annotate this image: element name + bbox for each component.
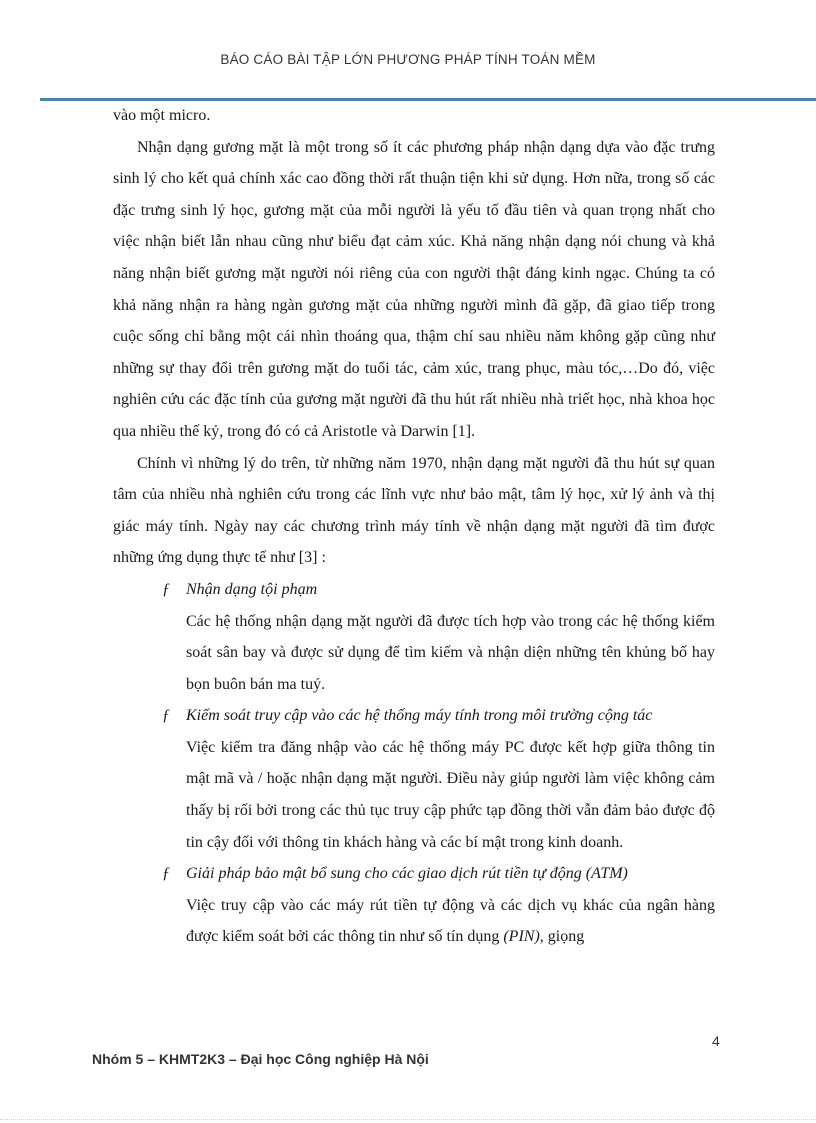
- bullet-marker-icon: ƒ: [162, 707, 170, 725]
- footer-dotted-divider: [0, 1119, 816, 1120]
- bullet-marker-icon: ƒ: [162, 865, 170, 883]
- bullet-body: Các hệ thống nhận dạng mặt người đã được tích hợp vào trong các hệ thống kiểm soát sân bay và được sử dụng để tìm kiếm và nhận diện những tên khủng bố hay bọn buôn bán ma tuý.: [186, 612, 715, 693]
- bullet-item-criminal-recognition: [113, 574, 715, 700]
- bullet-body-italic: (PIN): [503, 928, 540, 946]
- paragraph-applications-intro: Chính vì những lý do trên, từ những năm 1970, nhận dạng mặt người đã thu hút sự quan tâm của nhiều nhà nghiên cứu trong các lĩnh vực như bảo mật, tâm lý học, xử lý ảnh và thị giác máy tính. Ngày nay các chương trình máy tính về nhận dạng mặt người đã tìm được những ứng dụng thực tế như [3] :: [113, 454, 715, 567]
- page-footer: Nhóm 5 – KHMT2K3 – Đại học Công nghiệp Hà Nội: [92, 1051, 429, 1067]
- paragraph-continuation: vào một micro.: [113, 107, 211, 124]
- page-header-title: BÁO CÁO BÀI TẬP LỚN PHƯƠNG PHÁP TÍNH TOÁN MỀM: [220, 52, 596, 67]
- bullet-body: Việc kiểm tra đăng nhập vào các hệ thống máy PC được kết hợp giữa thông tin mật mã và / hoặc nhận dạng mặt người. Điều này giúp người làm việc không cảm thấy bị rối bởi trong các thủ tục truy cập phức tạp đồng thời vẫn đảm bảo được độ tin cậy đối với thông tin khách hàng và các bí mật trong kinh doanh.: [186, 738, 715, 851]
- bullet-title: Nhận dạng tội phạm: [186, 580, 318, 598]
- bullet-title: Kiểm soát truy cập vào các hệ thống máy tính trong môi trường cộng tác: [186, 707, 653, 725]
- page-number: 4: [712, 1033, 720, 1049]
- bullet-body-text-end: , giọng: [539, 928, 585, 946]
- bullet-item-access-control: [113, 700, 715, 858]
- bullet-body: [186, 890, 715, 953]
- bullet-marker-icon: ƒ: [162, 580, 170, 598]
- bullet-title: Giải pháp bảo mật bổ sung cho các giao dịch rút tiền tự động (ATM): [186, 865, 628, 883]
- paragraph-face-recognition-intro: Nhận dạng gương mặt là một trong số ít các phương pháp nhận dạng dựa vào đặc trưng sinh lý cho kết quả chính xác cao đồng thời rất thuận tiện khi sử dụng. Hơn nữa, trong số các đặc trưng sinh lý học, gương mặt của mỗi người là yếu tố đầu tiên và quan trọng nhất cho việc nhận biết lẫn nhau cũng như biểu đạt cảm xúc. Khả năng nhận dạng nói chung và khả năng nhận biết gương mặt người nói riêng của con người thật đáng kinh ngạc. Chúng ta có khả năng nhận ra hàng ngàn gương mặt của những người mình đã gặp, đã giao tiếp trong cuộc sống chỉ bằng một cái nhìn thoáng qua, thậm chí sau nhiều năm không gặp cũng như những sự thay đổi trên gương mặt do tuổi tác, cảm xúc, trang phục, màu tóc,…Do đó, việc nghiên cứu các đặc tính của gương mặt người đã thu hút rất nhiều nhà triết học, nhà khoa học qua nhiều thế kỷ, trong đó có cả Aristotle và Darwin [1].: [113, 138, 715, 440]
- document-body: [113, 100, 715, 953]
- bullet-body-text: Việc truy cập vào các máy rút tiền tự động và các dịch vụ khác của ngân hàng được kiểm soát bởi các thông tin như số tín dụng: [186, 896, 715, 946]
- bullet-item-atm-security: [113, 858, 715, 953]
